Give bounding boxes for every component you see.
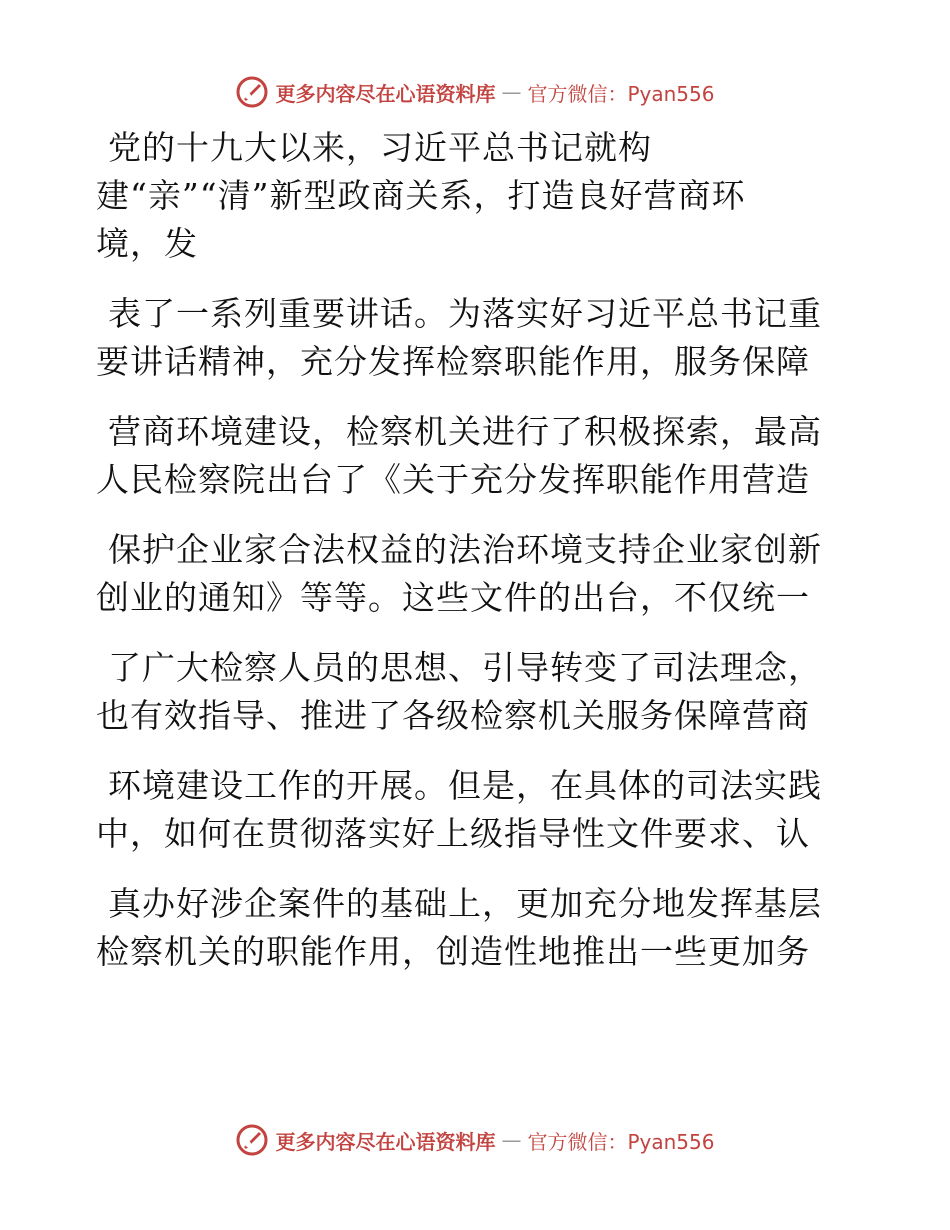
text-line-3: 境，发 bbox=[96, 224, 198, 263]
text-line-13: 中，如何在贯彻落实好上级指导性文件要求、认 bbox=[96, 814, 810, 853]
text-line-8: 保护企业家合法权益的法治环境支持企业家创新 bbox=[108, 530, 822, 569]
text-line-11: 也有效指导、推进了各级检察机关服务保障营商 bbox=[96, 696, 810, 735]
quill-seal-icon bbox=[235, 75, 269, 109]
footer-brand-text: 更多内容尽在心语资料库 bbox=[275, 1129, 496, 1154]
footer-dash: — bbox=[501, 1128, 522, 1152]
text-line-9: 创业的通知》等等。这些文件的出台，不仅统一 bbox=[96, 578, 810, 617]
header-brand-text: 更多内容尽在心语资料库 bbox=[275, 81, 496, 106]
text-line-12: 环境建设工作的开展。但是，在具体的司法实践 bbox=[108, 766, 822, 805]
text-line-7: 人民检察院出台了《关于充分发挥职能作用营造 bbox=[96, 460, 810, 499]
text-line-2: 建“亲”“清”新型政商关系，打造良好营商环 bbox=[96, 176, 746, 215]
text-line-6: 营商环境建设，检察机关进行了积极探索，最高 bbox=[108, 412, 822, 451]
header-banner bbox=[0, 70, 950, 114]
footer-wechat-text: 官方微信：Pyan556 bbox=[527, 1129, 715, 1154]
footer-banner bbox=[0, 1118, 950, 1162]
document-body bbox=[96, 124, 836, 976]
text-line-14: 真办好涉企案件的基础上，更加充分地发挥基层 bbox=[108, 884, 822, 923]
header-wechat-text: 官方微信：Pyan556 bbox=[527, 81, 715, 106]
text-line-4: 表了一系列重要讲话。为落实好习近平总书记重 bbox=[108, 294, 822, 333]
text-line-15: 检察机关的职能作用，创造性地推出一些更加务 bbox=[96, 932, 810, 971]
text-line-10: 了广大检察人员的思想、引导转变了司法理念， bbox=[108, 648, 822, 687]
quill-seal-icon bbox=[235, 1123, 269, 1157]
header-dash: — bbox=[501, 80, 522, 104]
text-line-1: 党的十九大以来，习近平总书记就构 bbox=[108, 128, 652, 167]
text-line-5: 要讲话精神，充分发挥检察职能作用，服务保障 bbox=[96, 342, 810, 381]
